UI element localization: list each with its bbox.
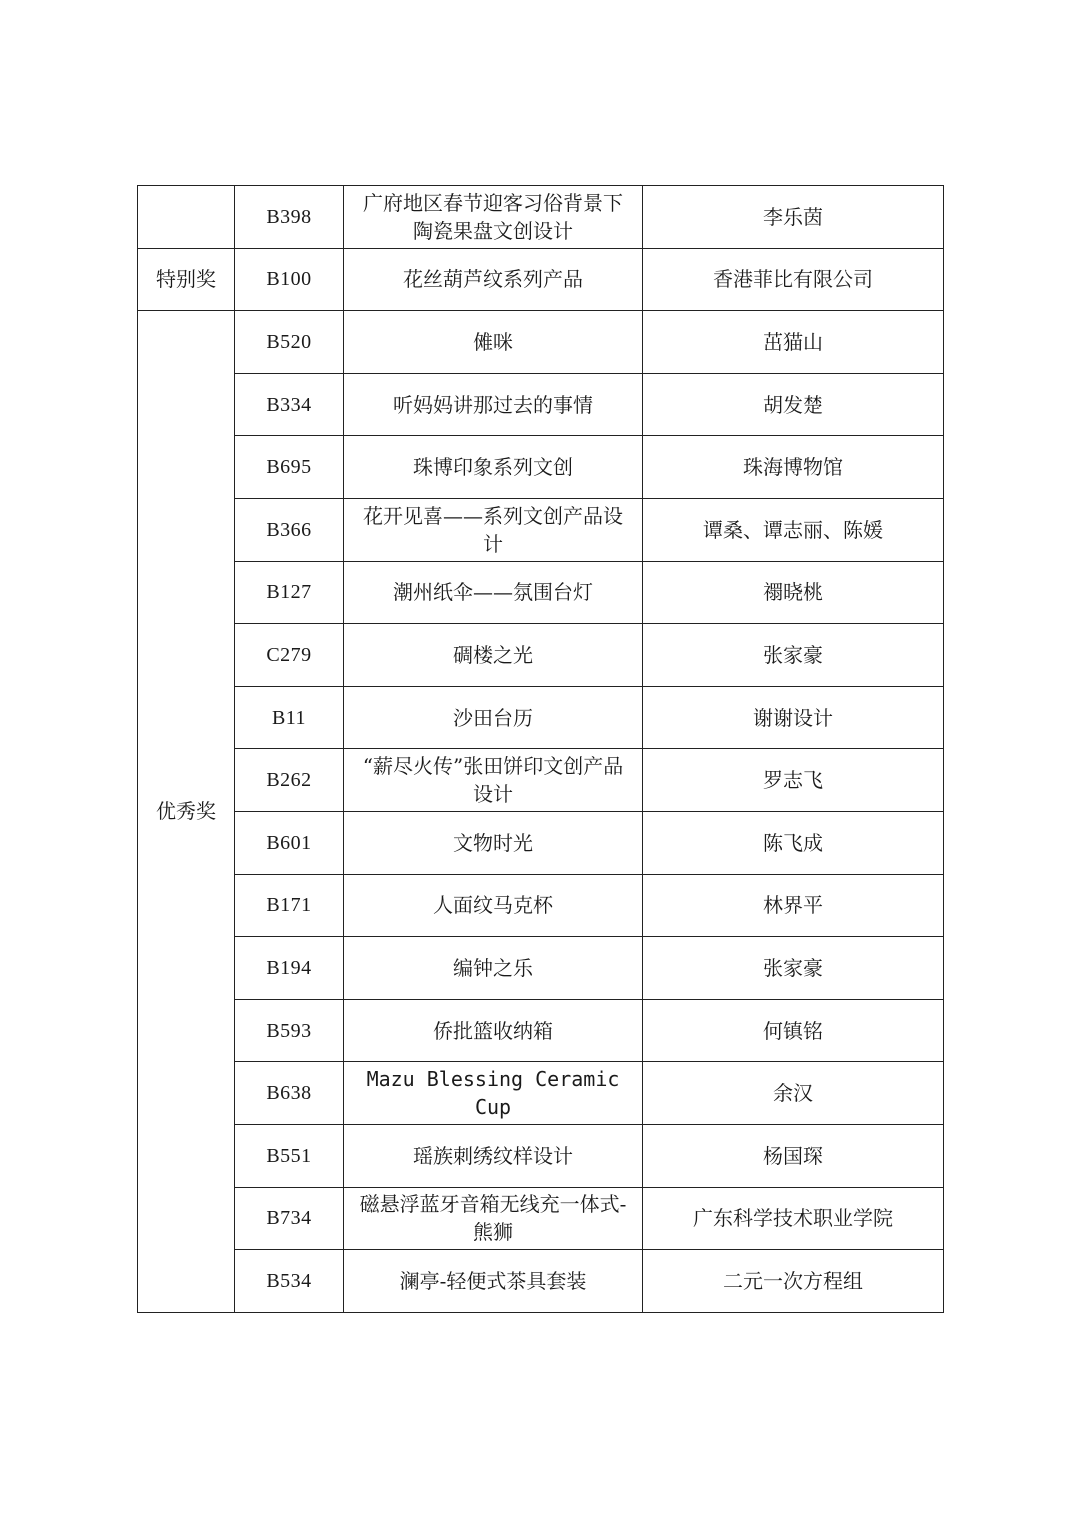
table-row [138, 373, 944, 436]
author-cell: 禤晓桃 [643, 561, 944, 624]
table-row [138, 686, 944, 749]
author-cell: 珠海博物馆 [643, 436, 944, 499]
code-cell: B100 [235, 248, 344, 311]
work-cell: 花开见喜——系列文创产品设计 [344, 498, 643, 561]
table-row [138, 436, 944, 499]
work-cell: 花丝葫芦纹系列产品 [344, 248, 643, 311]
table-row [138, 937, 944, 1000]
award-cell: 特别奖 [138, 248, 235, 311]
author-cell: 李乐茵 [643, 186, 944, 249]
code-cell: B194 [235, 937, 344, 1000]
author-cell: 二元一次方程组 [643, 1250, 944, 1313]
table-row [138, 874, 944, 937]
table-row [138, 561, 944, 624]
code-cell: B398 [235, 186, 344, 249]
code-cell: B734 [235, 1187, 344, 1250]
author-cell: 香港菲比有限公司 [643, 248, 944, 311]
author-cell: 罗志飞 [643, 749, 944, 812]
work-cell: 潮州纸伞——氛围台灯 [344, 561, 643, 624]
author-cell: 余汉 [643, 1062, 944, 1125]
work-cell: 珠博印象系列文创 [344, 436, 643, 499]
author-cell: 陈飞成 [643, 811, 944, 874]
code-cell: B127 [235, 561, 344, 624]
table-row [138, 1124, 944, 1187]
work-cell: 磁悬浮蓝牙音箱无线充一体式-熊狮 [344, 1187, 643, 1250]
table-row [138, 1187, 944, 1250]
author-cell: 杨国琛 [643, 1124, 944, 1187]
table-row [138, 749, 944, 812]
code-cell: B551 [235, 1124, 344, 1187]
table-row [138, 1250, 944, 1313]
work-cell: Mazu Blessing Ceramic Cup [344, 1062, 643, 1125]
code-cell: B534 [235, 1250, 344, 1313]
awards-table [137, 185, 944, 1313]
author-cell: 何镇铭 [643, 999, 944, 1062]
table-row [138, 248, 944, 311]
work-cell: 碉楼之光 [344, 624, 643, 687]
table-row [138, 624, 944, 687]
table-row [138, 186, 944, 249]
work-cell: 广府地区春节迎客习俗背景下陶瓷果盘文创设计 [344, 186, 643, 249]
code-cell: B695 [235, 436, 344, 499]
code-cell: B601 [235, 811, 344, 874]
author-cell: 广东科学技术职业学院 [643, 1187, 944, 1250]
author-cell: 谢谢设计 [643, 686, 944, 749]
work-cell: 人面纹马克杯 [344, 874, 643, 937]
author-cell: 茁猫山 [643, 311, 944, 374]
work-cell: 编钟之乐 [344, 937, 643, 1000]
work-cell: 傩咪 [344, 311, 643, 374]
work-cell: “薪尽火传”张田饼印文创产品设计 [344, 749, 643, 812]
work-cell: 沙田台历 [344, 686, 643, 749]
work-cell: 听妈妈讲那过去的事情 [344, 373, 643, 436]
work-cell: 澜亭-轻便式茶具套装 [344, 1250, 643, 1313]
table-row [138, 311, 944, 374]
code-cell: B593 [235, 999, 344, 1062]
author-cell: 张家豪 [643, 937, 944, 1000]
author-cell: 谭桑、谭志丽、陈媛 [643, 498, 944, 561]
work-cell: 侨批篮收纳箱 [344, 999, 643, 1062]
table-row [138, 498, 944, 561]
code-cell: B366 [235, 498, 344, 561]
document-page [137, 185, 943, 1313]
code-cell: B262 [235, 749, 344, 812]
author-cell: 胡发楚 [643, 373, 944, 436]
work-cell: 瑶族刺绣纹样设计 [344, 1124, 643, 1187]
author-cell: 张家豪 [643, 624, 944, 687]
work-cell: 文物时光 [344, 811, 643, 874]
code-cell: B638 [235, 1062, 344, 1125]
award-cell: 优秀奖 [138, 311, 235, 1313]
code-cell: B11 [235, 686, 344, 749]
award-cell [138, 186, 235, 249]
table-row [138, 811, 944, 874]
code-cell: B520 [235, 311, 344, 374]
author-cell: 林界平 [643, 874, 944, 937]
code-cell: B171 [235, 874, 344, 937]
table-row [138, 999, 944, 1062]
code-cell: C279 [235, 624, 344, 687]
code-cell: B334 [235, 373, 344, 436]
table-row [138, 1062, 944, 1125]
